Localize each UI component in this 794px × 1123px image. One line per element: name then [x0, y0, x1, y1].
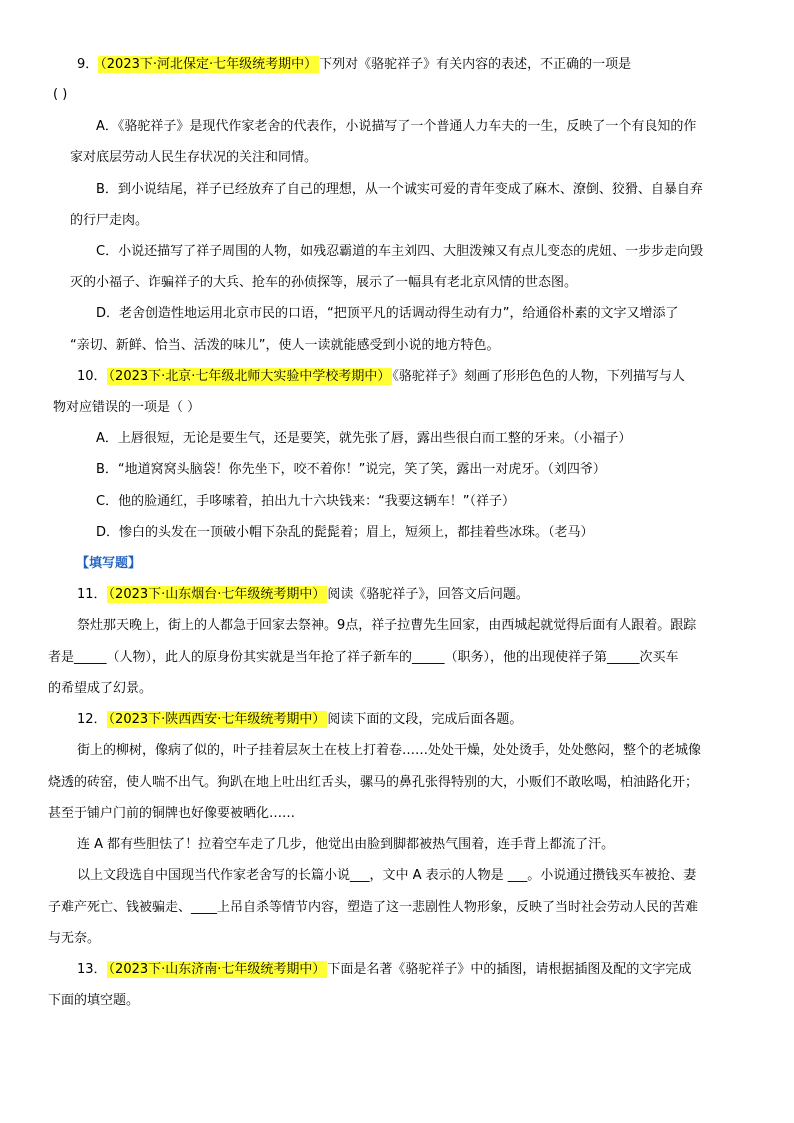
question-number: 13． [77, 962, 107, 977]
source-tag: （2023下·山东烟台·七年级统考期中） [108, 587, 326, 602]
question-11-header [77, 586, 529, 604]
option-b-cont: 的行尸走肉。 [70, 213, 149, 228]
option-d: D．老舍创造性地运用北京市民的口语，“把顶平凡的话调动得生动有力”，给通俗朴素的文字又增添了 [96, 306, 679, 321]
question-10-header [77, 368, 685, 386]
passage-line: 祭灶那天晚上，街上的人都急于回家去祭神。9点，祥子拉曹先生回家，由西城起就觉得后面有人跟着。跟踪 [77, 618, 697, 633]
option-a: A．上唇很短，无论是要生气，还是要笑，就先张了唇，露出些很白而工整的牙来。（小福子） [96, 431, 632, 446]
option-c-cont: 灭的小福子、诈骗祥子的大兵、抢车的孙侦探等，展示了一幅具有老北京风情的世态图。 [70, 275, 578, 290]
question-stem-cont: 物对应错误的一项是（ ） [53, 400, 201, 415]
question-stem: 阅读《骆驼祥子》，回答文后问题。 [327, 587, 529, 602]
option-a-cont: 家对底层劳动人民生存状况的关注和同情。 [70, 150, 318, 165]
question-stem: 《骆驼祥子》刻画了形形色色的人物，下列描写与人 [392, 369, 685, 384]
passage-line: 者是_____（人物），此人的原身份其实就是当年抢了祥子新车的_____（职务），他的出现使祥子第_____次买车 [48, 650, 679, 665]
source-tag: （2023下·山东济南·七年级统考期中） [108, 962, 326, 977]
question-stem: 下列对《骆驼祥子》有关内容的表述，不正确的一项是 [319, 57, 632, 72]
question-number: 12． [77, 712, 107, 727]
option-b: B．“地道窝窝头脑袋！你先坐下，咬不着你！”说完，笑了笑，露出一对虎牙。（刘四爷） [96, 462, 606, 477]
passage-line: 的希望成了幻景。 [48, 681, 153, 696]
option-c: C．他的脸通红，手哆嗦着，拍出九十六块钱来：“我要这辆车！”（祥子） [96, 494, 516, 509]
question-number: 10． [77, 369, 107, 384]
passage-line: 甚至于铺户门前的铜牌也好像要被晒化…… [48, 806, 296, 821]
question-stem: 阅读下面的文段，完成后面各题。 [327, 712, 523, 727]
question-9-header [77, 56, 631, 74]
passage-line: 连 A 都有些胆怯了！拉着空车走了几步，他觉出由脸到脚都被热气围着，连手背上都流了汗。 [77, 837, 615, 852]
option-d: D．惨白的头发在一顶破小帽下杂乱的髭髭着；眉上，短须上，都挂着些冰珠。（老马） [96, 525, 594, 540]
passage-line: 烧透的砖窑，使人喘不出气。狗趴在地上吐出红舌头，骡马的鼻孔张得特别的大，小贩们不敢吆喝，柏油路化开； [48, 775, 699, 790]
section-header: 【填写题】 [76, 556, 142, 571]
passage-line: 街上的柳树，像病了似的，叶子挂着层灰土在枝上打着卷……处处干燥，处处烫手，处处憋闷，整个的老城像 [77, 743, 702, 758]
question-stem: 下面是名著《骆驼祥子》中的插图，请根据插图及配的文字完成 [327, 962, 692, 977]
question-stem-cont: 下面的填空题。 [48, 993, 140, 1008]
source-tag: （2023下·北京·七年级北师大实验中学校考期中） [108, 369, 391, 384]
source-tag: （2023下·河北保定·七年级统考期中） [100, 57, 318, 72]
question-12-header [77, 711, 522, 729]
source-tag: （2023下·陕西西安·七年级统考期中） [108, 712, 326, 727]
question-13-header [77, 961, 691, 979]
option-b: B．到小说结尾，祥子已经放弃了自己的理想，从一个诚实可爱的青年变成了麻木、潦倒、狡猾、自暴自弃 [96, 182, 703, 197]
passage-line: 子难产死亡、钱被骗走、____上吊自杀等情节内容，塑造了这一悲剧性人物形象，反映了当时社会劳动人民的苦难 [48, 900, 699, 915]
passage-line: 以上文段选自中国现当代作家老舍写的长篇小说___，文中 A 表示的人物是 ___。小说通过攒钱买车被抢、妻 [77, 868, 697, 883]
option-a: A．《骆驼祥子》是现代作家老舍的代表作，小说描写了一个普通人力车夫的一生，反映了一个有良知的作 [96, 119, 697, 134]
question-number: 9． [77, 57, 99, 72]
option-d-cont: “亲切、新鲜、恰当、活泼的味儿”，使人一读就能感受到小说的地方特色。 [70, 338, 500, 353]
answer-blank: ( ) [53, 87, 68, 102]
option-c: C．小说还描写了祥子周围的人物，如残忍霸道的车主刘四、大胆泼辣又有点儿变态的虎妞、一步步走向毁 [96, 244, 704, 259]
passage-line: 与无奈。 [48, 931, 101, 946]
question-number: 11． [77, 587, 107, 602]
